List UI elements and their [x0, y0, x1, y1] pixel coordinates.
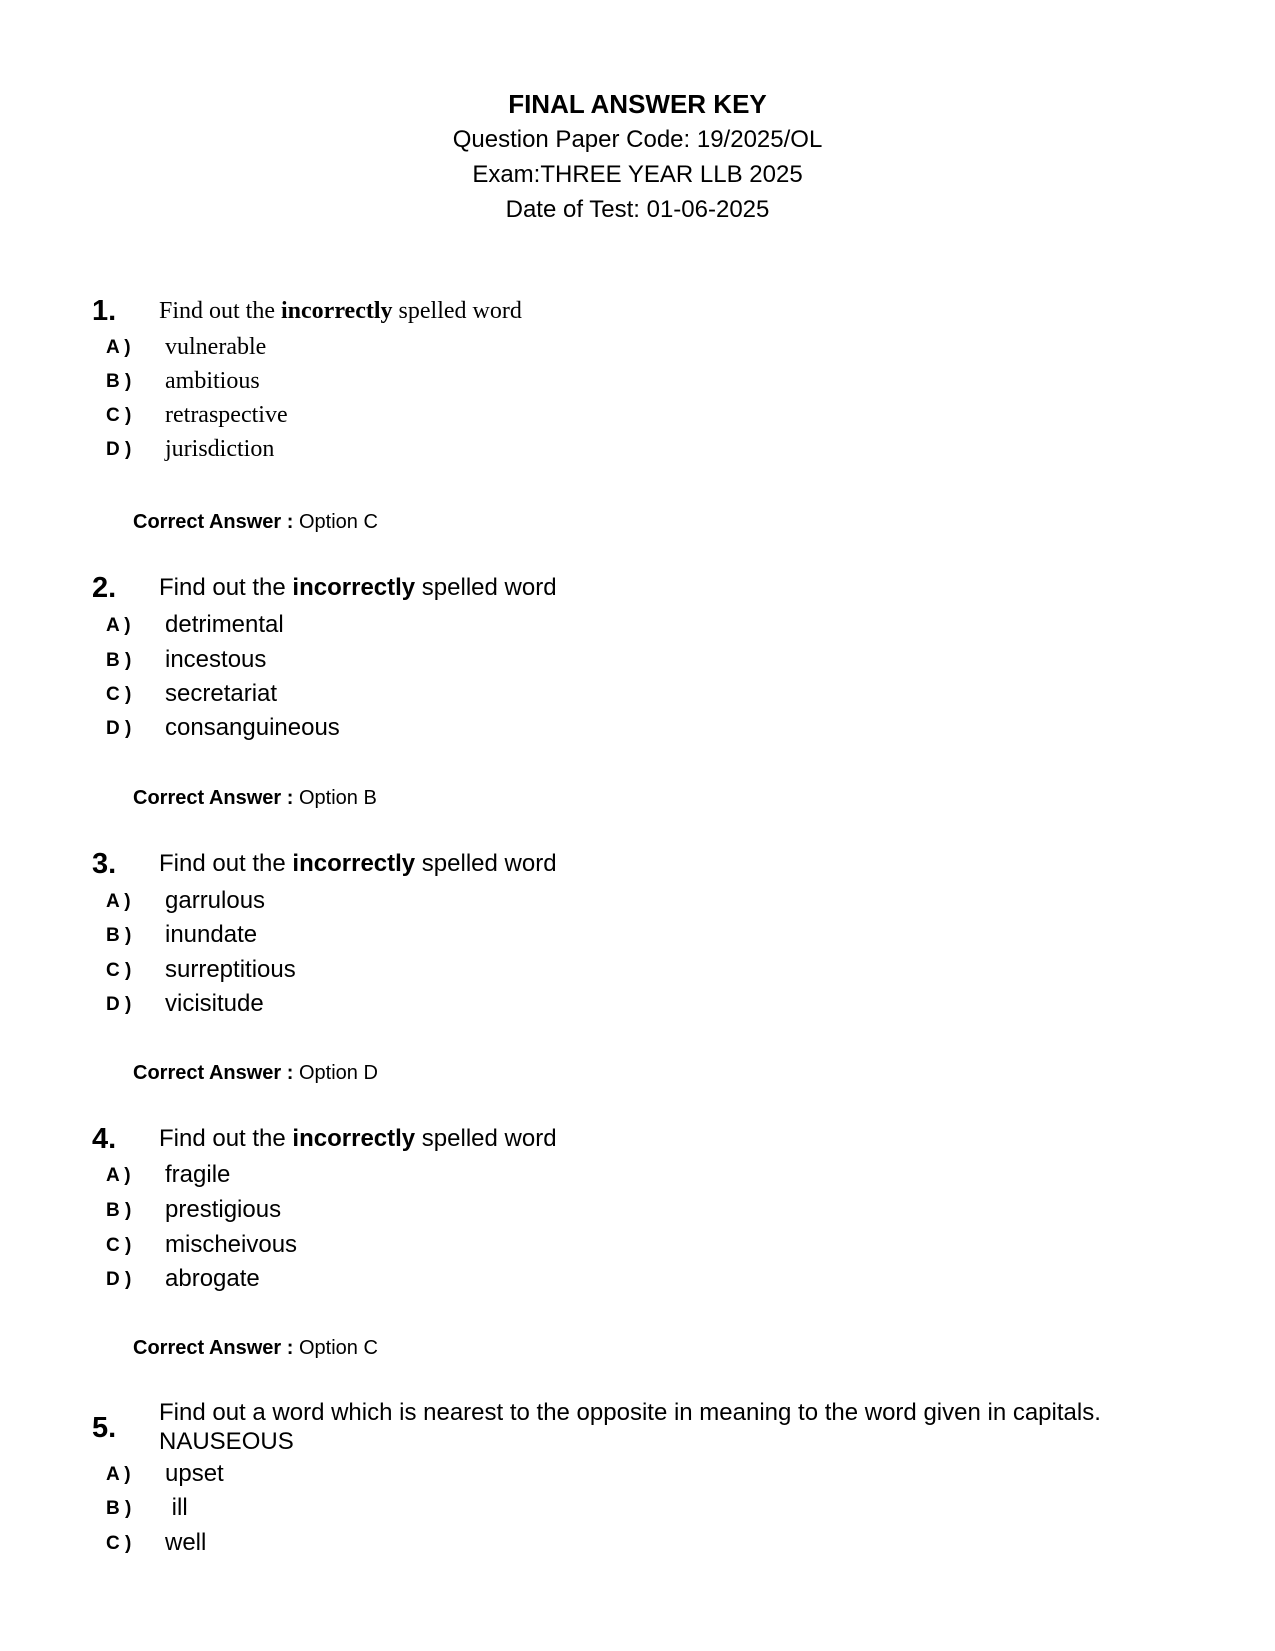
question-text: Find out the incorrectly spelled word	[159, 850, 557, 877]
option-d	[0, 987, 800, 1022]
option-d	[0, 711, 800, 746]
option-b	[0, 643, 800, 678]
option-a	[0, 330, 800, 365]
option-text: consanguineous	[165, 714, 340, 741]
option-letter: D )	[106, 439, 132, 460]
question-number: 4.	[92, 1123, 117, 1155]
question-number: 5.	[92, 1412, 117, 1444]
question-text: Find out the incorrectly spelled word	[159, 1125, 557, 1152]
question-number: 1.	[92, 295, 117, 327]
option-letter: D )	[106, 718, 132, 739]
option-text: secretariat	[165, 680, 278, 707]
option-text: mischeivous	[165, 1231, 298, 1258]
exam-name: Exam:THREE YEAR LLB 2025	[472, 161, 803, 188]
test-date: Date of Test: 01-06-2025	[505, 196, 770, 223]
option-c	[0, 398, 800, 433]
option-text: vulnerable	[165, 334, 267, 360]
option-d	[0, 1262, 800, 1297]
option-d	[0, 432, 800, 467]
correct-answer-value: Option C	[298, 511, 378, 533]
correct-answer-label: Correct Answer :	[133, 511, 294, 533]
option-letter: C )	[106, 684, 132, 705]
option-a	[0, 884, 800, 919]
question-text-line: Find out a word which is nearest to the opposite in meaning to the word given in capitals.	[159, 1399, 1101, 1426]
option-c	[0, 953, 800, 988]
option-text: well	[165, 1529, 207, 1556]
option-text: ambitious	[165, 368, 260, 394]
option-a	[0, 608, 800, 643]
option-letter: B )	[106, 371, 132, 392]
option-letter: A )	[106, 1464, 131, 1485]
correct-answer-1	[133, 509, 378, 535]
option-letter: D )	[106, 994, 132, 1015]
correct-answer-label: Correct Answer :	[133, 1337, 294, 1359]
option-text: fragile	[165, 1161, 231, 1188]
option-text: detrimental	[165, 611, 284, 638]
option-text: ill	[165, 1494, 188, 1521]
option-text: surreptitious	[165, 956, 296, 983]
option-letter: B )	[106, 1498, 132, 1519]
option-text: incestous	[165, 646, 267, 673]
option-text: upset	[165, 1460, 224, 1487]
option-b	[0, 364, 800, 399]
option-letter: B )	[106, 1200, 132, 1221]
option-text: vicisitude	[165, 990, 264, 1017]
correct-answer-3	[133, 1060, 378, 1086]
document-header	[0, 86, 1275, 227]
question-number: 3.	[92, 848, 117, 880]
question-text: Find out the incorrectly spelled word	[159, 298, 522, 324]
question-text	[159, 1398, 1101, 1456]
option-a	[0, 1457, 800, 1492]
option-letter: A )	[106, 337, 131, 358]
option-letter: C )	[106, 1533, 132, 1554]
correct-answer-4	[133, 1335, 378, 1361]
option-letter: C )	[106, 1235, 132, 1256]
option-letter: C )	[106, 960, 132, 981]
question-keyword: NAUSEOUS	[159, 1428, 294, 1455]
option-c	[0, 1526, 800, 1561]
option-a	[0, 1158, 800, 1193]
option-text: garrulous	[165, 887, 266, 914]
option-text: prestigious	[165, 1196, 282, 1223]
correct-answer-2	[133, 785, 377, 811]
question-paper-code: Question Paper Code: 19/2025/OL	[452, 126, 823, 153]
correct-answer-value: Option D	[298, 1062, 378, 1084]
option-letter: B )	[106, 650, 132, 671]
option-letter: A )	[106, 615, 131, 636]
correct-answer-value: Option C	[298, 1337, 378, 1359]
option-b	[0, 918, 800, 953]
option-text: retraspective	[165, 402, 288, 428]
question-text: Find out the incorrectly spelled word	[159, 574, 557, 601]
option-text: jurisdiction	[165, 436, 275, 462]
option-letter: A )	[106, 891, 131, 912]
option-text: abrogate	[165, 1265, 260, 1292]
correct-answer-label: Correct Answer :	[133, 1062, 294, 1084]
option-c	[0, 677, 800, 712]
option-b	[0, 1193, 800, 1228]
question-number: 2.	[92, 572, 117, 604]
page-title: FINAL ANSWER KEY	[508, 89, 767, 119]
option-c	[0, 1228, 800, 1263]
option-letter: A )	[106, 1165, 131, 1186]
option-b	[0, 1491, 800, 1526]
option-letter: C )	[106, 405, 132, 426]
option-letter: B )	[106, 925, 132, 946]
option-text: inundate	[165, 921, 258, 948]
correct-answer-label: Correct Answer :	[133, 787, 294, 809]
correct-answer-value: Option B	[298, 787, 377, 809]
option-letter: D )	[106, 1269, 132, 1290]
